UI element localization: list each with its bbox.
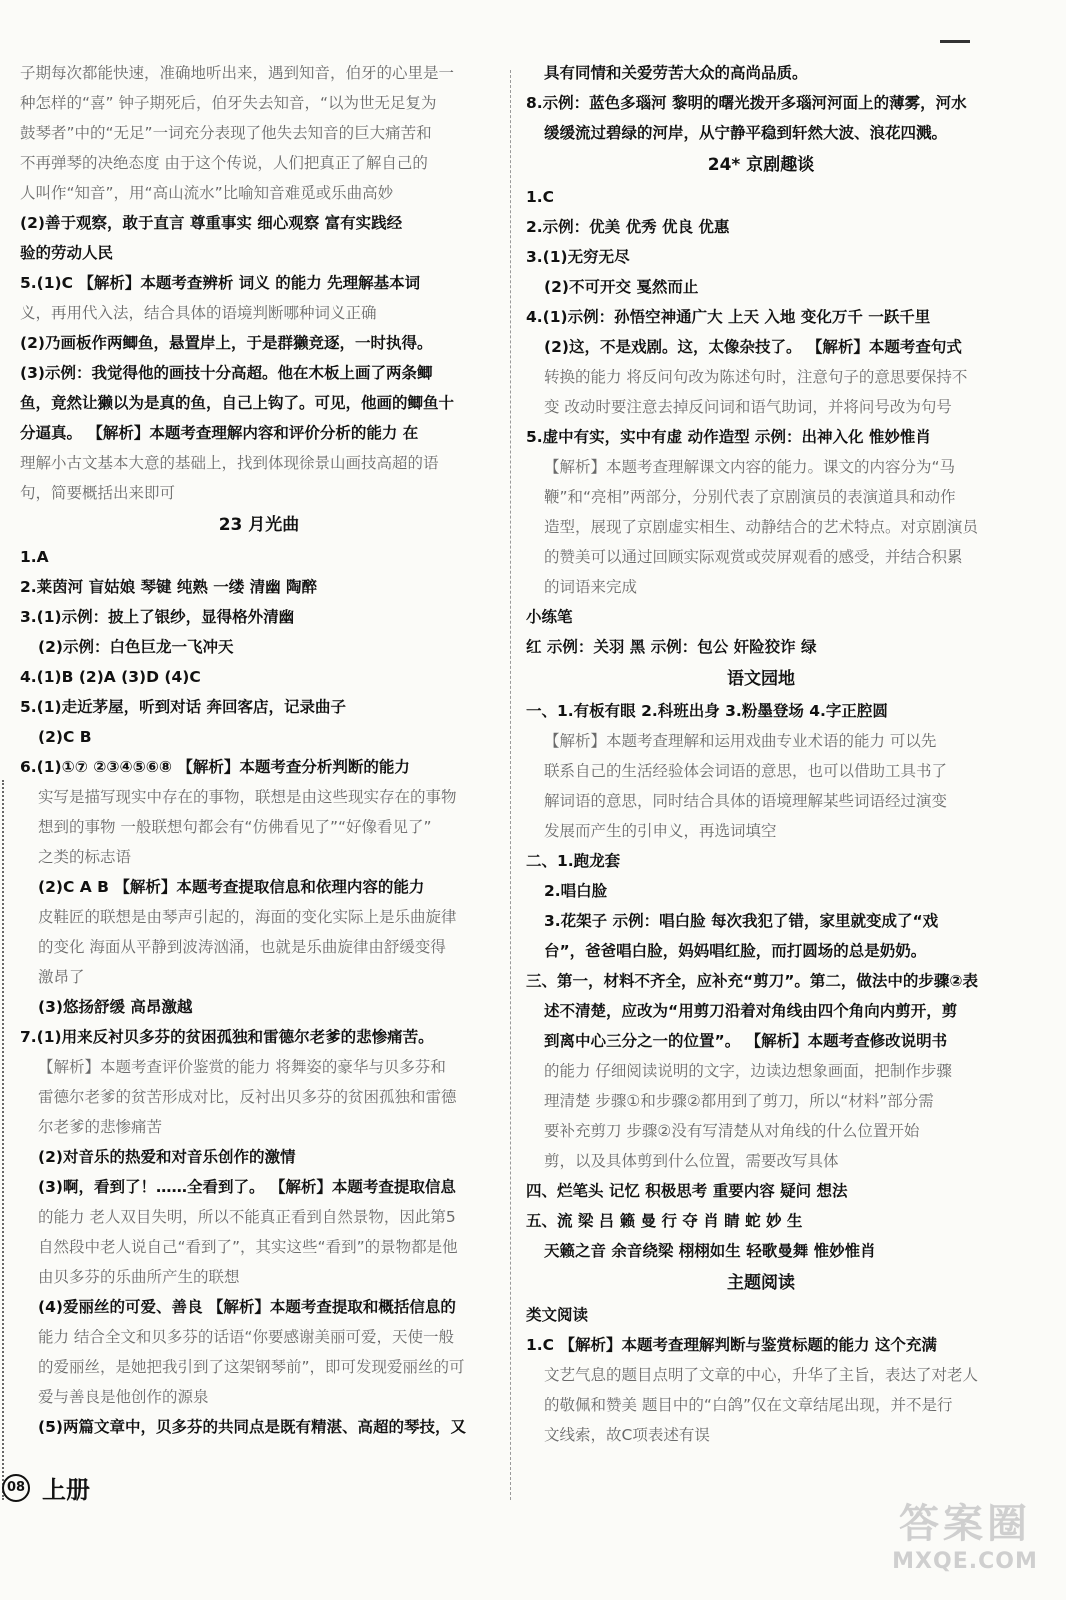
answer-line: 五、流 梁 吕 籁 曼 行 夺 肖 睛 蛇 妙 生 — [526, 1212, 803, 1230]
answer-line: 能力 结合全文和贝多芬的话语“你要感谢美丽可爱，天使一般 — [38, 1328, 454, 1346]
answer-line: (2)这，不是戏剧。这，太像杂技了。 【解析】本题考查句式 — [544, 338, 962, 356]
answer-line: 要补充剪刀 步骤②没有写清楚从对角线的什么位置开始 — [544, 1122, 920, 1140]
answer-line: 5.(1)C 【解析】本题考查辨析 词义 的能力 先理解基本词 — [20, 274, 421, 292]
answer-line: 具有同情和关爱劳苦大众的高尚品质。 — [544, 64, 808, 82]
answer-line: 【解析】本题考查评价鉴赏的能力 将舞姿的豪华与贝多芬和 — [38, 1058, 446, 1076]
answer-line: 转换的能力 将反问句改为陈述句时，注意句子的意思要保持不 — [544, 368, 968, 386]
answer-line: (3)悠扬舒缓 高昂激越 — [38, 998, 193, 1016]
answer-line: 的爱丽丝，是她把我引到了这架钢琴前”，即可发现爱丽丝的可 — [38, 1358, 465, 1376]
column-divider — [510, 70, 511, 1500]
answer-line: 缓缓流过碧绿的河岸，从宁静平稳到轩然大波、浪花四溅。 — [544, 124, 948, 142]
answer-line: 5.(1)走近茅屋，听到对话 奔回客店，记录曲子 — [20, 698, 347, 716]
answer-line: 由贝多芬的乐曲所产生的联想 — [38, 1268, 240, 1286]
answer-line: 自然段中老人说自己“看到了”，其实这些“看到”的景物都是他 — [38, 1238, 458, 1256]
answer-line: 1.A — [20, 548, 49, 566]
page-number: 08 — [2, 1474, 30, 1502]
answer-line: 雷德尔老爹的贫苦形成对比，反衬出贝多芬的贫困孤独和雷德 — [38, 1088, 457, 1106]
answer-line: 义，再用代入法，结合具体的语境判断哪种词义正确 — [20, 304, 377, 322]
answer-line: 之类的标志语 — [38, 848, 132, 866]
answer-line: 4.(1)B (2)A (3)D (4)C — [20, 668, 201, 686]
binding-dotted-line — [2, 780, 4, 1500]
answer-line: 3.花架子 示例：唱白脸 每次我犯了错，家里就变成了“戏 — [544, 912, 939, 930]
answer-line: 台”，爸爸唱白脸，妈妈唱红脸，而打圆场的总是奶奶。 — [544, 942, 927, 960]
answer-line: 2.唱白脸 — [544, 882, 608, 900]
answer-line: 皮鞋匠的联想是由琴声引起的，海面的变化实际上是乐曲旋律 — [38, 908, 457, 926]
answer-line: 4.(1)示例：孙悟空神通广大 上天 入地 变化万千 一跃千里 — [526, 308, 931, 326]
answer-line: 想到的事物 一般联想句都会有“仿佛看见了”“好像看见了” — [38, 818, 432, 836]
answer-line: 3.(1)无穷无尽 — [526, 248, 630, 266]
answer-line: 2.示例：优美 优秀 优良 优惠 — [526, 218, 730, 236]
answer-line: 验的劳动人民 — [20, 244, 114, 262]
answer-line: 人叫作“知音”，用“高山流水”比喻知音难觅或乐曲高妙 — [20, 184, 394, 202]
section-heading: 语文园地 — [727, 669, 795, 689]
answer-line: 联系自己的生活经验体会词语的意思，也可以借助工具书了 — [544, 762, 948, 780]
answer-line: (2)不可开交 戛然而止 — [544, 278, 699, 296]
answer-line: (2)C B — [38, 728, 92, 746]
answer-line: 二、1.跑龙套 — [526, 852, 621, 870]
answer-line: 理解小古文基本大意的基础上，找到体现徐景山画技高超的语 — [20, 454, 439, 472]
answer-line: 四、烂笔头 记忆 积极思考 重要内容 疑问 想法 — [526, 1182, 848, 1200]
answer-line: 红 示例：关羽 黑 示例：包公 奸险狡诈 绿 — [526, 638, 817, 656]
answer-line: 分逼真。 【解析】本题考查理解内容和评价分析的能力 在 — [20, 424, 419, 442]
answer-line: 尔老爹的悲惨痛苦 — [38, 1118, 163, 1136]
answer-line: 【解析】本题考查理解课文内容的能力。课文的内容分为“马 — [544, 458, 956, 476]
left-column — [20, 58, 498, 1442]
answer-line: 的能力 仔细阅读说明的文字，边读边想象画面，把制作步骤 — [544, 1062, 952, 1080]
answer-line: (2)乃画板作两鲫鱼，悬置岸上，于是群獭竞逐，一时执得。 — [20, 334, 433, 352]
watermark-logo — [880, 1500, 1050, 1590]
answer-line: 爱与善良是他创作的源泉 — [38, 1388, 209, 1406]
answer-line: 2.莱茵河 盲姑娘 琴键 纯熟 一缕 清幽 陶醉 — [20, 578, 318, 596]
answer-line: 文艺气息的题目点明了文章的中心，升华了主旨，表达了对老人 — [544, 1366, 979, 1384]
answer-line: 6.(1)①⑦ ②③④⑤⑥⑧ 【解析】本题考查分析判断的能力 — [20, 758, 410, 776]
answer-line: 文线索，故C项表述有误 — [544, 1426, 710, 1444]
answer-line: 理清楚 步骤①和步骤②都用到了剪刀，所以“材料”部分需 — [544, 1092, 934, 1110]
section-heading: 24* 京剧趣谈 — [707, 155, 815, 175]
answer-line: 的能力 老人双目失明，所以不能真正看到自然景物，因此第5 — [38, 1208, 456, 1226]
answer-line: 【解析】本题考查理解和运用戏曲专业术语的能力 可以先 — [544, 732, 937, 750]
answer-line: 的赞美可以通过回顾实际观赏或荧屏观看的感受，并结合积累 — [544, 548, 963, 566]
answer-line: 鱼，竟然让獭以为是真的鱼，自己上钩了。可见，他画的鲫鱼十 — [20, 394, 455, 412]
answer-line: (2)示例：白色巨龙一飞冲天 — [38, 638, 234, 656]
answer-line: 述不清楚，应改为“用剪刀沿着对角线由四个角向内剪开，剪 — [544, 1002, 958, 1020]
answer-line: 造型，展现了京剧虚实相生、动静结合的艺术特点。对京剧演员 — [544, 518, 979, 536]
section-heading: 23 月光曲 — [218, 515, 300, 535]
answer-line: (3)啊，看到了！……全看到了。 【解析】本题考查提取信息 — [38, 1178, 456, 1196]
answer-line: 种怎样的“喜” 钟子期死后，伯牙失去知音，“以为世无足复为 — [20, 94, 437, 112]
subsection-label: 小练笔 — [526, 608, 573, 626]
subsection-label: 类文阅读 — [526, 1306, 589, 1324]
answer-line: (2)对音乐的热爱和对音乐创作的激情 — [38, 1148, 296, 1166]
answer-line: 的变化 海面从平静到波涛汹涌，也就是乐曲旋律由舒缓变得 — [38, 938, 446, 956]
answer-line: (2)善于观察，敢于直言 尊重事实 细心观察 富有实践经 — [20, 214, 403, 232]
answer-line: 一、1.有板有眼 2.科班出身 3.粉墨登场 4.字正腔圆 — [526, 702, 888, 720]
answer-line: (2)C A B 【解析】本题考查提取信息和依理内容的能力 — [38, 878, 425, 896]
answer-line: 三、第一，材料不齐全，应补充“剪刀”。第二，做法中的步骤②表 — [526, 972, 978, 990]
answer-line: 到离中心三分之一的位置”。 【解析】本题考查修改说明书 — [544, 1032, 948, 1050]
answer-line: 句，简要概括出来即可 — [20, 484, 176, 502]
answer-line: (3)示例：我觉得他的画技十分高超。他在木板上画了两条鲫 — [20, 364, 433, 382]
answer-line: 子期每次都能快速，准确地听出来，遇到知音，伯牙的心里是一 — [20, 64, 455, 82]
answer-line: 解词语的意思，同时结合具体的语境理解某些词语经过演变 — [544, 792, 948, 810]
book-volume-label: 上册 — [42, 1476, 90, 1504]
answer-line: 激昂了 — [38, 968, 85, 986]
right-column — [526, 58, 996, 1450]
answer-line: 剪，以及具体剪到什么位置，需要改写具体 — [544, 1152, 839, 1170]
answer-line: 3.(1)示例：披上了银纱，显得格外清幽 — [20, 608, 295, 626]
answer-line: 天籁之音 余音绕梁 栩栩如生 轻歌曼舞 惟妙惟肖 — [544, 1242, 876, 1260]
answer-line: 7.(1)用来反衬贝多芬的贫困孤独和雷德尔老爹的悲惨痛苦。 — [20, 1028, 434, 1046]
answer-line: 1.C — [526, 188, 555, 206]
answer-line: 发展而产生的引申义，再选词填空 — [544, 822, 777, 840]
answer-line: 5.虚中有实，实中有虚 动作造型 示例：出神入化 惟妙惟肖 — [526, 428, 931, 446]
answer-line: 变 改动时要注意去掉反问词和语气助词，并将问号改为句号 — [544, 398, 952, 416]
header-rule — [940, 40, 970, 43]
section-heading: 主题阅读 — [727, 1273, 795, 1293]
answer-line: 1.C 【解析】本题考查理解判断与鉴赏标题的能力 这个充满 — [526, 1336, 937, 1354]
answer-line: (5)两篇文章中，贝多芬的共同点是既有精湛、高超的琴技，又 — [38, 1418, 466, 1436]
watermark-text: 答案圈 — [899, 1501, 1031, 1547]
answer-line: 的词语来完成 — [544, 578, 638, 596]
answer-line: 鼓琴者”中的“无足”一词充分表现了他失去知音的巨大痛苦和 — [20, 124, 432, 142]
watermark-url: MXQE.COM — [892, 1549, 1038, 1574]
answer-line: 实写是描写现实中存在的事物，联想是由这些现实存在的事物 — [38, 788, 457, 806]
answer-line: (4)爱丽丝的可爱、善良 【解析】本题考查提取和概括信息的 — [38, 1298, 456, 1316]
answer-line: 不再弹琴的决绝态度 由于这个传说，人们把真正了解自己的 — [20, 154, 428, 172]
answer-line: 8.示例：蓝色多瑙河 黎明的曙光拨开多瑙河河面上的薄雾，河水 — [526, 94, 967, 112]
answer-line: 鞭”和“亮相”两部分，分别代表了京剧演员的表演道具和动作 — [544, 488, 956, 506]
answer-line: 的敬佩和赞美 题目中的“白鸽”仅在文章结尾出现，并不是行 — [544, 1396, 953, 1414]
